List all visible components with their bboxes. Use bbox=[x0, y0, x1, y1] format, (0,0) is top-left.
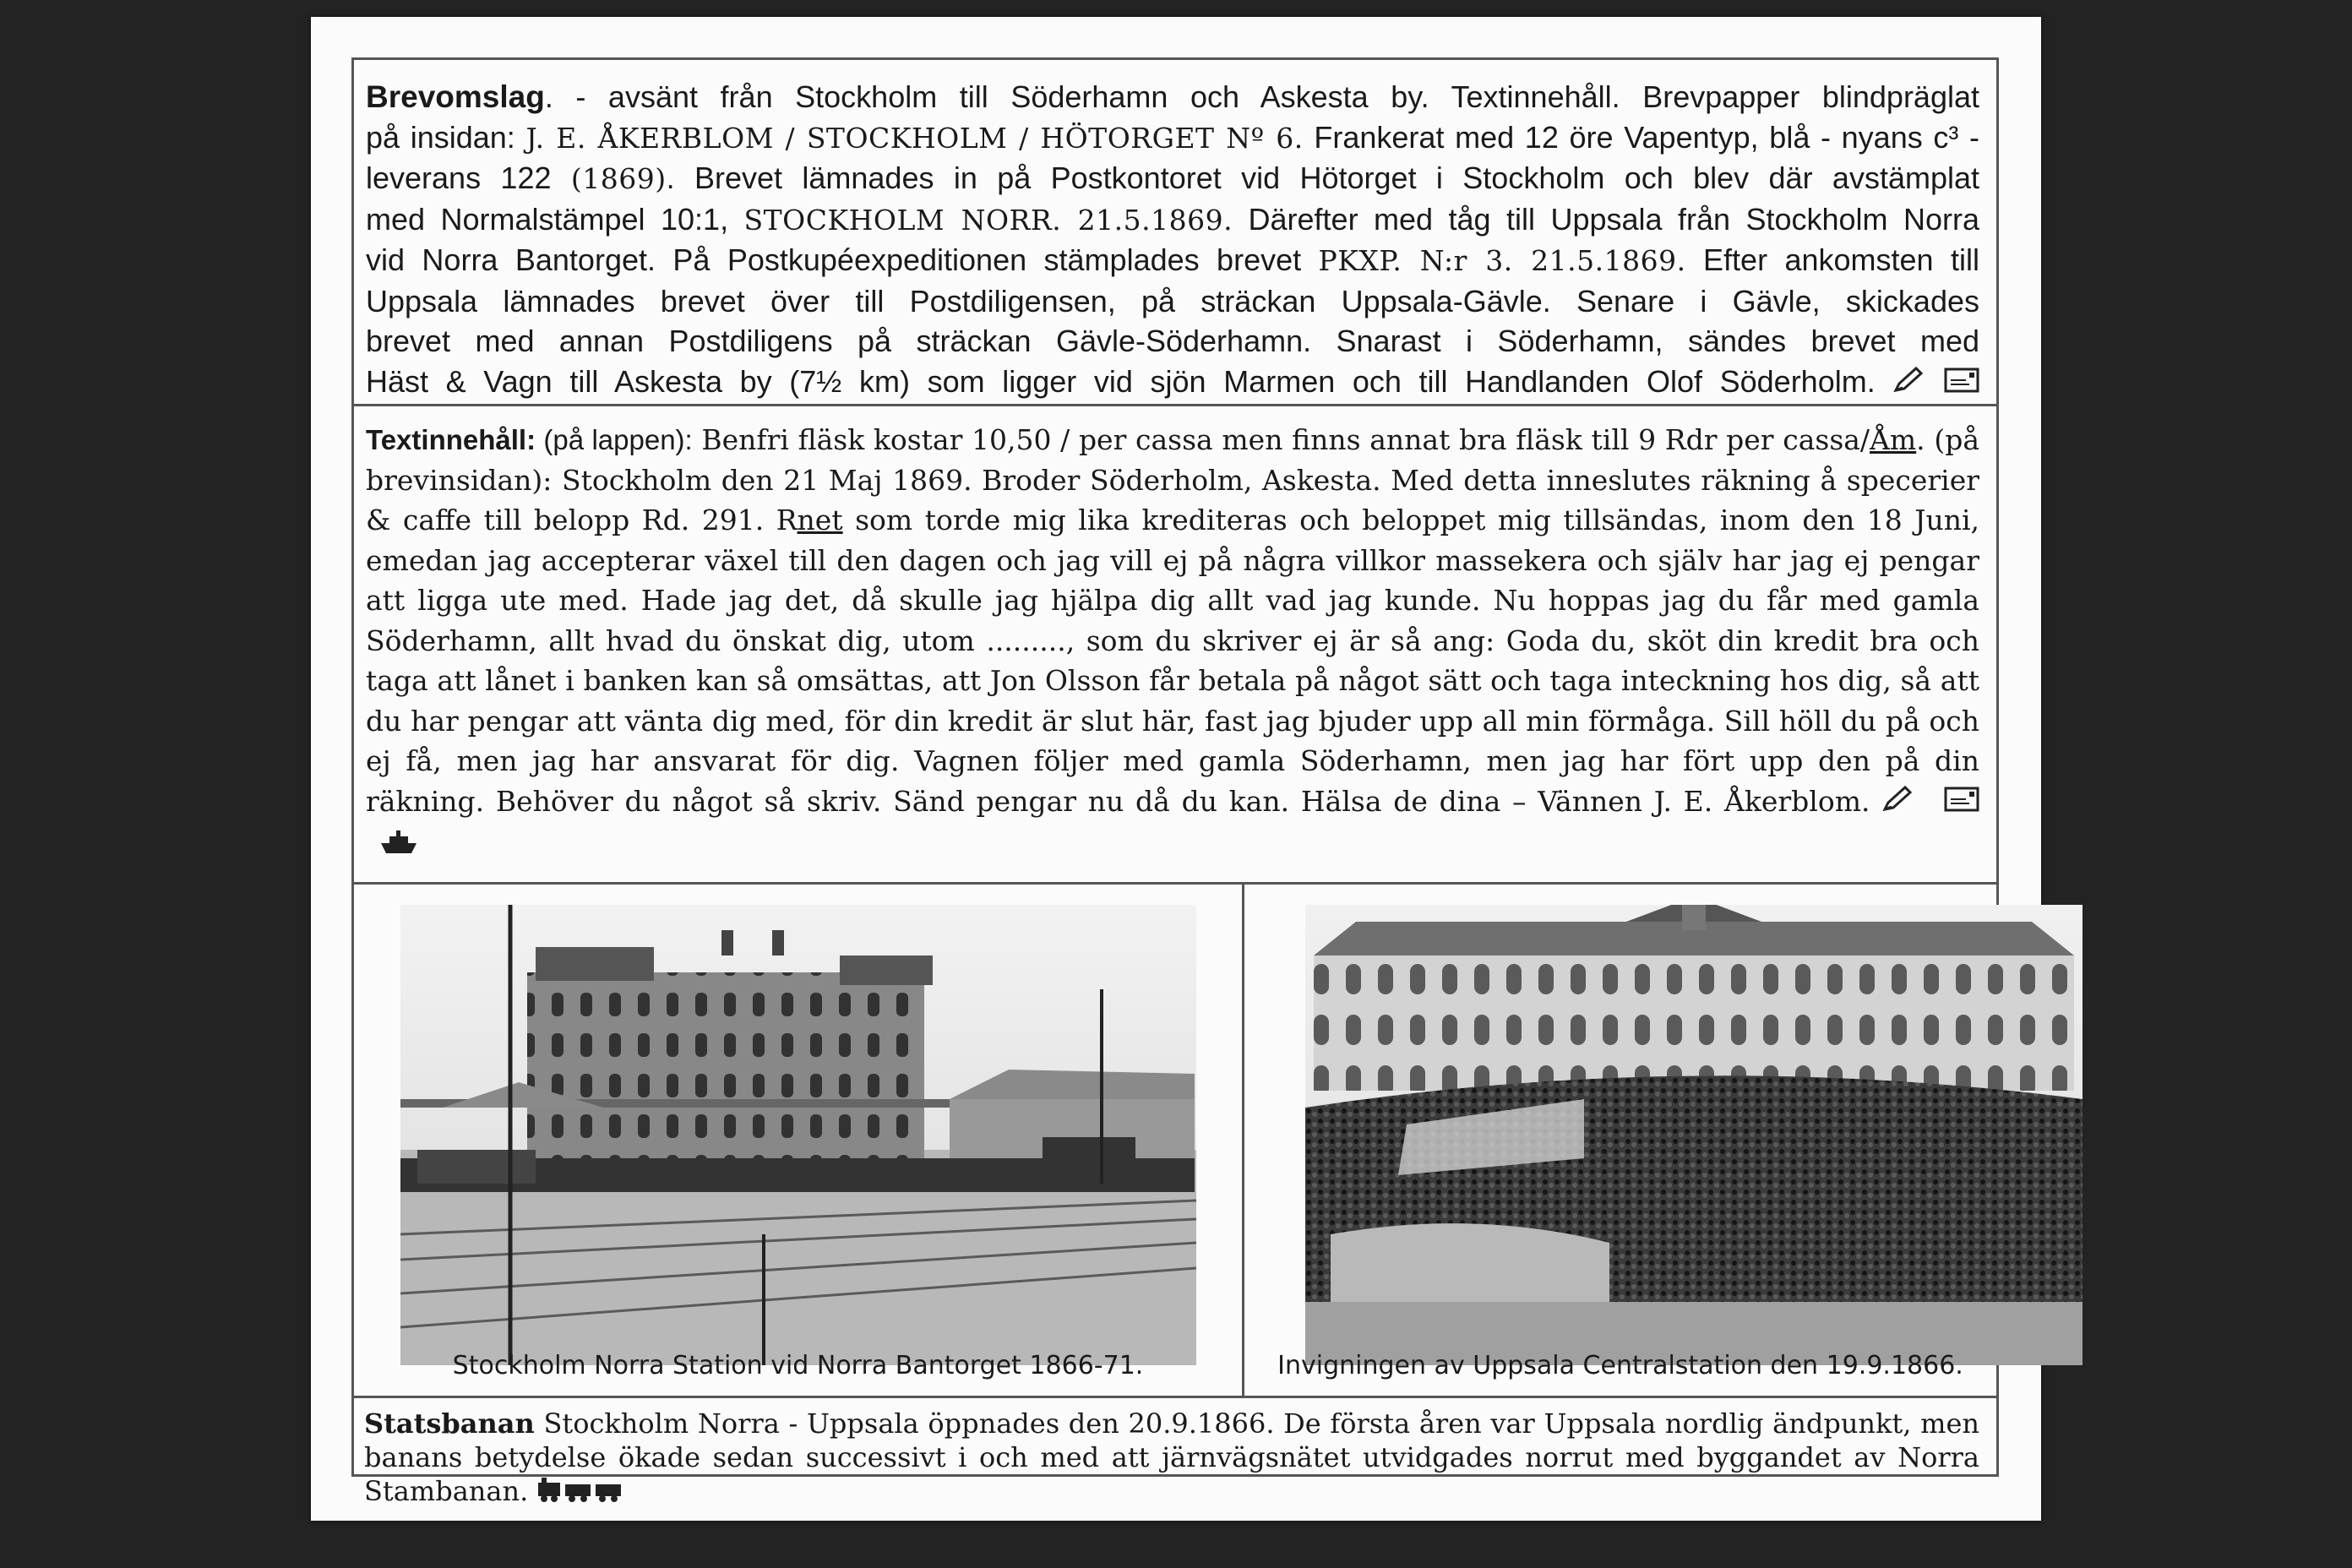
envelope-heading: Brevomslag bbox=[366, 79, 545, 114]
envelope-line-2b: Frankerat med 12 öre Vapentyp, blå - nyans c³ - bbox=[1303, 119, 1980, 155]
postmark-stockholm: STOCKHOLM NORR. 21.5.1869. bbox=[743, 203, 1233, 237]
envelope-description bbox=[354, 60, 1996, 406]
letter-text-b: . (på brevinsidan): Stockholm den 21 Maj 1869. Broder Söderholm, Askesta. Med detta inneslutes räkning å specerier & caffe till belopp Rd. 291. R bbox=[366, 423, 1979, 536]
caption-left: Stockholm Norra Station vid Norra Bantorget 1866-71. bbox=[452, 1351, 1144, 1380]
underlined-word-net: net bbox=[797, 504, 843, 536]
photo-section bbox=[354, 885, 1996, 1398]
envelope-text bbox=[366, 77, 1979, 404]
caption-right: Invigningen av Uppsala Centralstation den 19.9.1866. bbox=[1277, 1351, 1963, 1380]
envelope-line-4a: med Normalstämpel 10:1, bbox=[366, 201, 744, 237]
envelope-line-5a: vid Norra Bantorget. På Postkupéexpeditionen stämplades brevet bbox=[366, 242, 1319, 277]
letter-content bbox=[354, 406, 1996, 885]
content-frame bbox=[351, 57, 1999, 1507]
year-1869: (1869) bbox=[570, 162, 667, 195]
envelope-line-4b: Därefter med tåg till Uppsala från Stockholm Norra bbox=[1233, 201, 1979, 237]
stockholm-norra-station-photo bbox=[400, 905, 1196, 1365]
pencil-icon bbox=[1881, 783, 1915, 824]
underlined-word-am: Åm bbox=[1870, 423, 1917, 456]
exhibit-card bbox=[311, 17, 2041, 1521]
postmark-pkxp: PKXP. N:r 3. 21.5.1869. bbox=[1318, 244, 1686, 277]
letter-heading: Textinnehåll: bbox=[366, 424, 536, 455]
envelope-line-8: Häst & Vagn till Askesta by (7½ km) som ligger vid sjön Marmen och till Handlanden Olof Söderholm. bbox=[366, 363, 1876, 399]
letter-text-a: Benfri fläsk kostar 10,50 / per cassa men finns annat bra fläsk till 9 Rdr per cassa/ bbox=[692, 423, 1870, 456]
envelope-line-1: . - avsänt från Stockholm till Söderhamn och Askesta by. Textinnehåll. Brevpapper blindpräglat bbox=[544, 79, 1979, 114]
envelope-line-7: brevet med annan Postdiligens på sträckan Gävle-Söderhamn. Snarast i Söderhamn, sändes brevet med bbox=[366, 324, 1979, 358]
letter-text-c: som torde mig lika krediteras och beloppet mig tillsändas, inom den 18 Juni, emedan jag accepterar växel till den dagen och jag vill ej på några villkor massekera och själv har jag ej pengar att ligga ute med. Hade jag det, då skulle jag hjälpa dig allt vad jag kunde. Nu hoppas jag du får med gamla Söderhamn, allt hvad du önskat dig, utom ........., som du skriver ej är så ang: Goda du, sköt din kredit bra och taga att lånet i banken kan så omsättas, att Jon Olsson får betala på något sätt och taga inteckning hos dig, så att du har pengar att vänta dig med, för din kredit är slut här, fast jag bjuder upp all min förmåga. Sill höll du på och ej få, men jag har ansvarat för dig. Vagnen följer med gamla Söderhamn, men jag har fört upp den på din räkning. Behöver du något så skriv. Sänd pengar nu då du kan. Hälsa de dina – Vännen J. E. Åkerblom. bbox=[366, 504, 1979, 818]
letter-subheading: (på lappen): bbox=[536, 424, 693, 455]
uppsala-centralstation-photo bbox=[1305, 905, 2082, 1365]
photo-column-right bbox=[1244, 885, 1996, 1396]
ship-icon bbox=[379, 825, 418, 866]
envelope-line-6: Uppsala lämnades brevet över till Postdiligensen, på sträckan Uppsala-Gävle. Senare i Gävle, skickades bbox=[366, 283, 1979, 318]
pencil-icon bbox=[1892, 363, 1926, 404]
blind-embossing-text: J. E. ÅKERBLOM / STOCKHOLM / HÖTORGET Nº 6. bbox=[525, 121, 1304, 155]
letter-text bbox=[366, 420, 1979, 865]
envelope-line-3a: leverans 122 bbox=[366, 161, 571, 195]
envelope-line-5b: Efter ankomsten till bbox=[1685, 242, 1979, 277]
railway-note bbox=[354, 1398, 1996, 1507]
railway-body: Stockholm Norra - Uppsala öppnades den 20.9.1866. De första åren var Uppsala nordlig ändpunkt, men banans betydelse ökade sedan successivt i och med att järnvägsnätet utvidgades norrut med byggandet av Norra Stambanan. bbox=[364, 1407, 1979, 1507]
photo-column-left bbox=[354, 885, 1244, 1396]
railway-text bbox=[364, 1407, 1979, 1511]
letter-icon bbox=[1944, 363, 1979, 404]
railway-heading: Statsbanan bbox=[364, 1407, 535, 1440]
envelope-line-2a: på insidan: bbox=[366, 119, 526, 155]
envelope-line-3b: . Brevet lämnades in på Postkontoret vid Hötorget i Stockholm och blev där avstämplat bbox=[666, 161, 1979, 195]
letter-icon bbox=[1944, 783, 1979, 824]
train-icon bbox=[536, 1477, 624, 1511]
